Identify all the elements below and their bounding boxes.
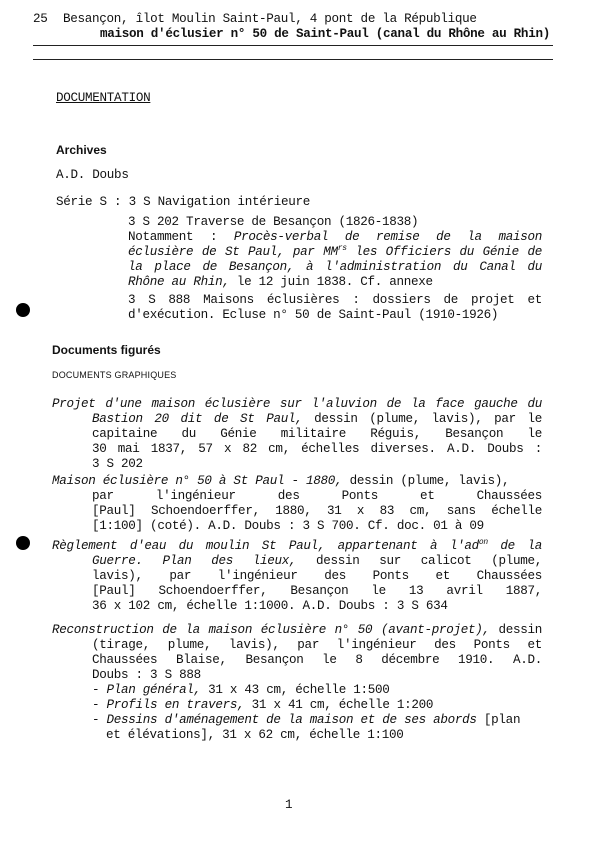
doc3-line4: [Paul] Schoendoerffer, Besançon le 13 avril 1887, [92, 584, 542, 598]
doc1-line5: 3 S 202 [92, 457, 143, 471]
doc4-bullet2 [92, 698, 433, 712]
doc1-title-end: Bastion 20 dit de St Paul, [92, 412, 303, 426]
doc1-line2 [92, 412, 542, 426]
doc3-title-part1: Règlement d'eau du moulin St Paul, appartenant à l'ad [52, 539, 479, 553]
note-title-part2a: éclusière de St Paul, par MM [128, 245, 338, 259]
section-title: DOCUMENTATION [56, 91, 151, 105]
archives-item1-line4 [128, 275, 433, 289]
doc4-desc: dessin [489, 623, 542, 637]
doc4-line2: (tirage, plume, lavis), par l'ingénieur des Ponts et [92, 638, 542, 652]
doc4-bullet1-desc: 31 x 43 cm, échelle 1:500 [200, 683, 390, 697]
header-rule-bottom [33, 59, 553, 60]
doc2-line2: par l'ingénieur des Ponts et Chaussées [92, 489, 542, 503]
doc1-desc: dessin (plume, lavis), par le [302, 412, 542, 426]
doc3-desc: dessin sur calicot (plume, [296, 554, 542, 568]
archives-item1-ref: 3 S 202 Traverse de Besançon (1826-1838) [128, 215, 419, 229]
archives-serie: Série S : 3 S Navigation intérieure [56, 195, 311, 209]
doc1-line4: 30 mai 1837, 57 x 82 cm, échelles diverses. A.D. Doubs : [92, 442, 542, 456]
note-label: Notamment : [128, 230, 218, 244]
doc4-bullet3 [92, 713, 542, 727]
archives-source: A.D. Doubs [56, 168, 129, 182]
documents-heading: Documents figurés [52, 343, 161, 357]
doc3-line5: 36 x 102 cm, échelle 1:1000. A.D. Doubs : 3 S 634 [92, 599, 448, 613]
margin-bullet [16, 536, 30, 550]
doc4-bullet1 [92, 683, 390, 697]
doc4-bullet2-title: - Profils en travers, [92, 698, 245, 712]
archives-item2-line2: d'exécution. Ecluse n° 50 de Saint-Paul (1910-1926) [128, 308, 499, 322]
note-title-part1: Procès-verbal de remise de la maison [233, 230, 542, 244]
header-rule-top [33, 45, 553, 46]
doc4-line1 [52, 623, 542, 637]
doc2-line1 [52, 474, 542, 488]
header-title: maison d'éclusier n° 50 de Saint-Paul (canal du Rhône au Rhin) [100, 27, 550, 41]
doc4-title: Reconstruction de la maison éclusière n° 50 (avant-projet), [52, 623, 490, 637]
doc4-line4: Doubs : 3 S 888 [92, 668, 201, 682]
archives-heading: Archives [56, 143, 107, 157]
archives-item1-line2 [128, 245, 542, 259]
doc2-line4: [1:100] (coté). A.D. Doubs : 3 S 700. Cf. doc. 01 à 09 [92, 519, 484, 533]
header-address: Besançon, îlot Moulin Saint-Paul, 4 pont de la République [63, 12, 477, 26]
header-page-number: 25 [33, 12, 48, 26]
doc1-line1: Projet d'une maison éclusière sur l'aluvion de la face gauche du [52, 397, 542, 411]
doc3-subtitle: Plan des lieux, [142, 554, 297, 568]
note-sup: rs [337, 243, 347, 253]
documents-subheading: DOCUMENTS GRAPHIQUES [52, 370, 177, 380]
doc4-bullet2-desc: 31 x 41 cm, échelle 1:200 [244, 698, 434, 712]
doc3-title-part2: de la [487, 539, 542, 553]
doc4-line3: Chaussées Blaise, Besançon le 8 décembre 1910. A.D. [92, 653, 542, 667]
margin-bullet [16, 303, 30, 317]
doc3-line2 [92, 554, 542, 568]
doc2-title: Maison éclusière n° 50 à St Paul - 1880, [52, 474, 343, 488]
archives-item2-line1: 3 S 888 Maisons éclusières : dossiers de projet et [128, 293, 542, 307]
doc4-bullet3-cont: et élévations], 31 x 62 cm, échelle 1:100 [106, 728, 404, 742]
doc1-line3: capitaine du Génie militaire Réguis, Besançon le [92, 427, 542, 441]
doc3-title-end: Guerre. [92, 554, 143, 568]
doc4-bullet1-title: - Plan général, [92, 683, 201, 697]
doc4-bullet3-title: - Dessins d'aménagement de la maison et de ses abords [92, 713, 477, 727]
note-title-end: Rhône au Rhin, [128, 275, 230, 289]
archives-item1-line1 [128, 230, 542, 244]
note-title-part2b: les Officiers du Génie de [346, 245, 542, 259]
footer-page-number: 1 [285, 798, 293, 812]
doc4-bullet3-desc: [plan [476, 713, 521, 727]
doc2-desc: dessin (plume, lavis), [342, 474, 510, 488]
note-date: le 12 juin 1838. Cf. annexe [229, 275, 433, 289]
archives-item1-line3: la place de Besançon, à l'administration du Canal du [128, 260, 542, 274]
doc3-line1 [52, 539, 542, 553]
doc3-line3: lavis), par l'ingénieur des Ponts et Chaussées [92, 569, 542, 583]
doc2-line3: [Paul] Schoendoerffer, 1880, 31 x 83 cm, sans échelle [92, 504, 542, 518]
doc3-sup: on [478, 537, 488, 547]
